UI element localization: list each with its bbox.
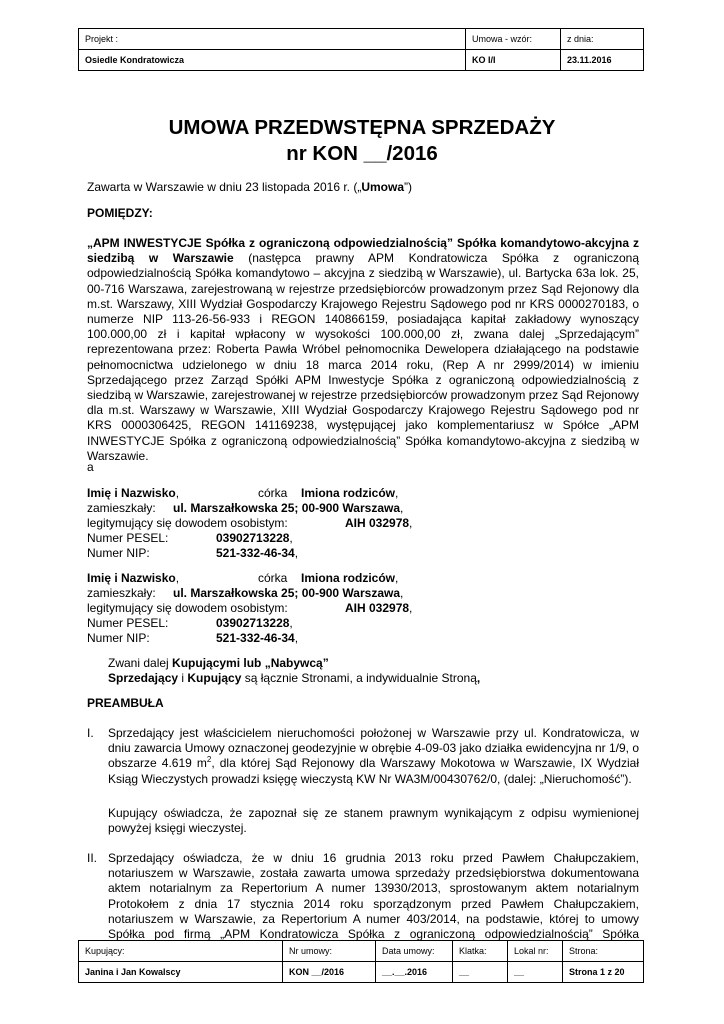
footer-date-value: __.__.2016 bbox=[376, 962, 453, 983]
buyer-id-text: AIH 032978 bbox=[345, 601, 410, 615]
buyer-pesel-label: Numer PESEL: bbox=[87, 616, 169, 630]
and-label: a bbox=[87, 460, 94, 474]
seller-paragraph bbox=[87, 236, 639, 464]
footer-stairs-label: Klatka: bbox=[453, 941, 508, 962]
buyer-parents: Imiona rodziców, bbox=[301, 571, 399, 585]
called-conjunction: i bbox=[178, 671, 188, 685]
preamble-item-2: Sprzedający oświadcza, że w dniu 16 grudnia 2013 roku przed Pawłem Chałupczakiem, notariuszem w Warszawie, została zawarta umowa sprzedaży przedsiębiorstwa dokumentowana aktem notarialnym za Repertorium A numer 13930/2013, sprostowanym aktem notarialnym Protokołem z dnia 17 stycznia 2014 roku sporządzonym przed Pawłem Chałupczakiem, notariuszem w Warszawie, za Repertorium A numer 403/2014, na podstawie, której to umowy Spółka pod firmą „APM Kondratowicza Spółka z ograniczoną odpowiedzialnością” Spółka bbox=[108, 851, 639, 942]
buyer-pesel-text: 03902713228 bbox=[216, 531, 290, 545]
called-suffix: są łącznie Stronami, a indywidualnie Stroną bbox=[241, 671, 477, 685]
buyer-parents-text: Imiona rodziców bbox=[301, 571, 396, 585]
header-table bbox=[78, 28, 644, 71]
buyer-pesel-value: 03902713228, bbox=[216, 616, 293, 630]
buyer-name-text: Imię i Nazwisko bbox=[87, 571, 176, 585]
buyer-residence-label: zamieszkały: bbox=[87, 586, 156, 600]
buyer-parents: Imiona rodziców, bbox=[301, 486, 399, 500]
buyer-nip-value: 521-332-46-34, bbox=[216, 546, 299, 560]
preamble-item-1 bbox=[108, 726, 639, 787]
intro-prefix: Zawarta w Warszawie w dniu 23 listopada 2016 r. („ bbox=[87, 180, 362, 194]
preamble-item-1-text-b: , dla której Sąd Rejonowy dla Warszawy Mokotowa w Warszawie, IX Wydział Ksiąg Wieczystych prowadzi księgę wieczystą KW Nr WA3M/00430762/0, (dalej: „Nieruchomość”). bbox=[108, 756, 639, 786]
seller-name: „APM INWESTYCJE Spółka z ograniczoną odpowiedzialnością” Spółka komandytowo-akcyjna z siedzibą w Warszawie bbox=[87, 236, 639, 266]
footer-contract-label: Nr umowy: bbox=[283, 941, 376, 962]
buyer-address-text: ul. Marszałkowska 25; 00-900 Warszawa bbox=[173, 586, 401, 600]
buyer-id-label: legitymujący się dowodem osobistym: bbox=[87, 516, 288, 530]
buyer-daughter-label: córka bbox=[258, 486, 288, 500]
buyer-pesel-value: 03902713228, bbox=[216, 531, 293, 545]
footer-stairs-value: __ bbox=[453, 962, 508, 983]
intro-bold: Umowa bbox=[361, 180, 405, 194]
footer-unit-label: Lokal nr: bbox=[508, 941, 563, 962]
buyer-pesel-text: 03902713228 bbox=[216, 616, 290, 630]
buyer-nip-label: Numer NIP: bbox=[87, 546, 150, 560]
preamble-item-1-sup: 2 bbox=[206, 755, 212, 765]
intro-suffix: ”) bbox=[404, 180, 413, 194]
footer-unit-value: __ bbox=[508, 962, 563, 983]
buyer-nip-label: Numer NIP: bbox=[87, 631, 150, 645]
footer-buyer-label: Kupujący: bbox=[79, 941, 283, 962]
buyer-id-label: legitymujący się dowodem osobistym: bbox=[87, 601, 288, 615]
buyer-parents-text: Imiona rodziców bbox=[301, 486, 396, 500]
buyer-address-text: ul. Marszałkowska 25; 00-900 Warszawa bbox=[173, 501, 401, 515]
project-value: Osiedle Kondratowicza bbox=[79, 50, 466, 71]
called-line-2 bbox=[108, 671, 480, 686]
footer-page-label: Strona: bbox=[563, 941, 644, 962]
called-seller-term: Sprzedający bbox=[108, 671, 179, 685]
date-value: 23.11.2016 bbox=[561, 50, 644, 71]
buyer-residence-label: zamieszkały: bbox=[87, 501, 156, 515]
footer-table bbox=[78, 940, 644, 983]
preamble-item-1-note: Kupujący oświadcza, że zapoznał się ze stanem prawnym wynikającym z odpisu wymienionej powyżej księgi wieczystej. bbox=[108, 806, 639, 836]
between-heading: POMIĘDZY: bbox=[87, 206, 153, 220]
preamble-item-1-number: I. bbox=[87, 726, 94, 740]
buyer-name: Imię i Nazwisko, bbox=[87, 486, 180, 500]
called-buyer-term: Kupujący bbox=[187, 671, 242, 685]
project-label: Projekt : bbox=[79, 29, 466, 50]
buyer-daughter-label: córka bbox=[258, 571, 288, 585]
footer-buyer-value: Janina i Jan Kowalscy bbox=[79, 962, 283, 983]
buyer-nip-value: 521-332-46-34, bbox=[216, 631, 299, 645]
buyer-nip-text: 521-332-46-34 bbox=[216, 631, 295, 645]
document-number: nr KON __/2016 bbox=[286, 142, 438, 165]
called-comma: , bbox=[476, 671, 481, 685]
footer-contract-value: KON __/2016 bbox=[283, 962, 376, 983]
template-value: KO I/I bbox=[466, 50, 561, 71]
buyer-id-value: AIH 032978, bbox=[345, 601, 413, 615]
called-buyers-term: Kupującymi lub „Nabywcą” bbox=[172, 656, 329, 670]
buyer-id-value: AIH 032978, bbox=[345, 516, 413, 530]
buyer-address: ul. Marszałkowska 25; 00-900 Warszawa, bbox=[173, 501, 404, 515]
buyer-id-text: AIH 032978 bbox=[345, 516, 410, 530]
footer-date-label: Data umowy: bbox=[376, 941, 453, 962]
preamble-item-2-number: II. bbox=[87, 851, 98, 865]
document-title: UMOWA PRZEDWSTĘPNA SPRZEDAŻY bbox=[168, 116, 556, 139]
buyer-name-text: Imię i Nazwisko bbox=[87, 486, 176, 500]
buyer-nip-text: 521-332-46-34 bbox=[216, 546, 295, 560]
seller-body: (następca prawny APM Kondratowicza Spółka z ograniczoną odpowiedzialnością Spółka komandytowo – akcyjna z siedzibą w Warszawie), ul. Bartycka 63a lok. 25, 00-716 Warszawa, zarejestrowaną w rejestrze przedsiębiorców prowadzonym przez Sąd Rejonowy dla m.st. Warszawy, XIII Wydział Gospodarczy Krajowego Rejestru Sądowego pod nr KRS 0000270183, o numerze NIP 113-26-56-933 i REGON 140866159, posiadająca kapitał zakładowy wynoszący 100.000,00 zł i kapitał wpłacony w wysokości 100.000,00 zł, zwana dalej „Sprzedającym” reprezentowana przez: Roberta Pawła Wróbel pełnomocnika Dewelopera działającego na podstawie pełnomocnictwa udzielonego w dniu 18 marca 2014 roku, (Rep A nr 2999/2014) w imieniu Sprzedającego przez Zarząd Spółki APM Inwestycje Spółka z ograniczoną odpowiedzialnością z siedzibą w Warszawie, zarejestrowanej w rejestrze przedsiębiorców prowadzonym przez Sąd Rejonowy dla m.st. Warszawy w Warszawie, XIII Wydział Gospodarczy Krajowego Rejestru Sądowego pod nr KRS 0000306425, REGON 141169238, występującej jako komplementariusz w Spółce „APM INWESTYCJE Spółka z ograniczoną odpowiedzialnością” Spółka komandytowo-akcyjna z siedzibą w Warszawie. bbox=[87, 251, 639, 463]
date-label: z dnia: bbox=[561, 29, 644, 50]
preamble-item-1-text-a: Sprzedający jest właścicielem nieruchomości położonej w Warszawie przy ul. Kondratowicza, w dniu zawarcia Umowy oznaczonej geodezyjnie w obrębie 4-09-03 jako działka ewidencyjna nr 1/9, o obszarze 4.619 m bbox=[108, 726, 639, 771]
buyer-pesel-label: Numer PESEL: bbox=[87, 531, 169, 545]
footer-page-value: Strona 1 z 20 bbox=[563, 962, 644, 983]
preamble-heading: PREAMBUŁA bbox=[87, 696, 164, 710]
template-label: Umowa - wzór: bbox=[466, 29, 561, 50]
buyer-name: Imię i Nazwisko, bbox=[87, 571, 180, 585]
called-prefix: Zwani dalej bbox=[108, 656, 173, 670]
called-line-1 bbox=[108, 656, 329, 671]
buyer-address: ul. Marszałkowska 25; 00-900 Warszawa, bbox=[173, 586, 404, 600]
intro-line bbox=[87, 180, 639, 195]
